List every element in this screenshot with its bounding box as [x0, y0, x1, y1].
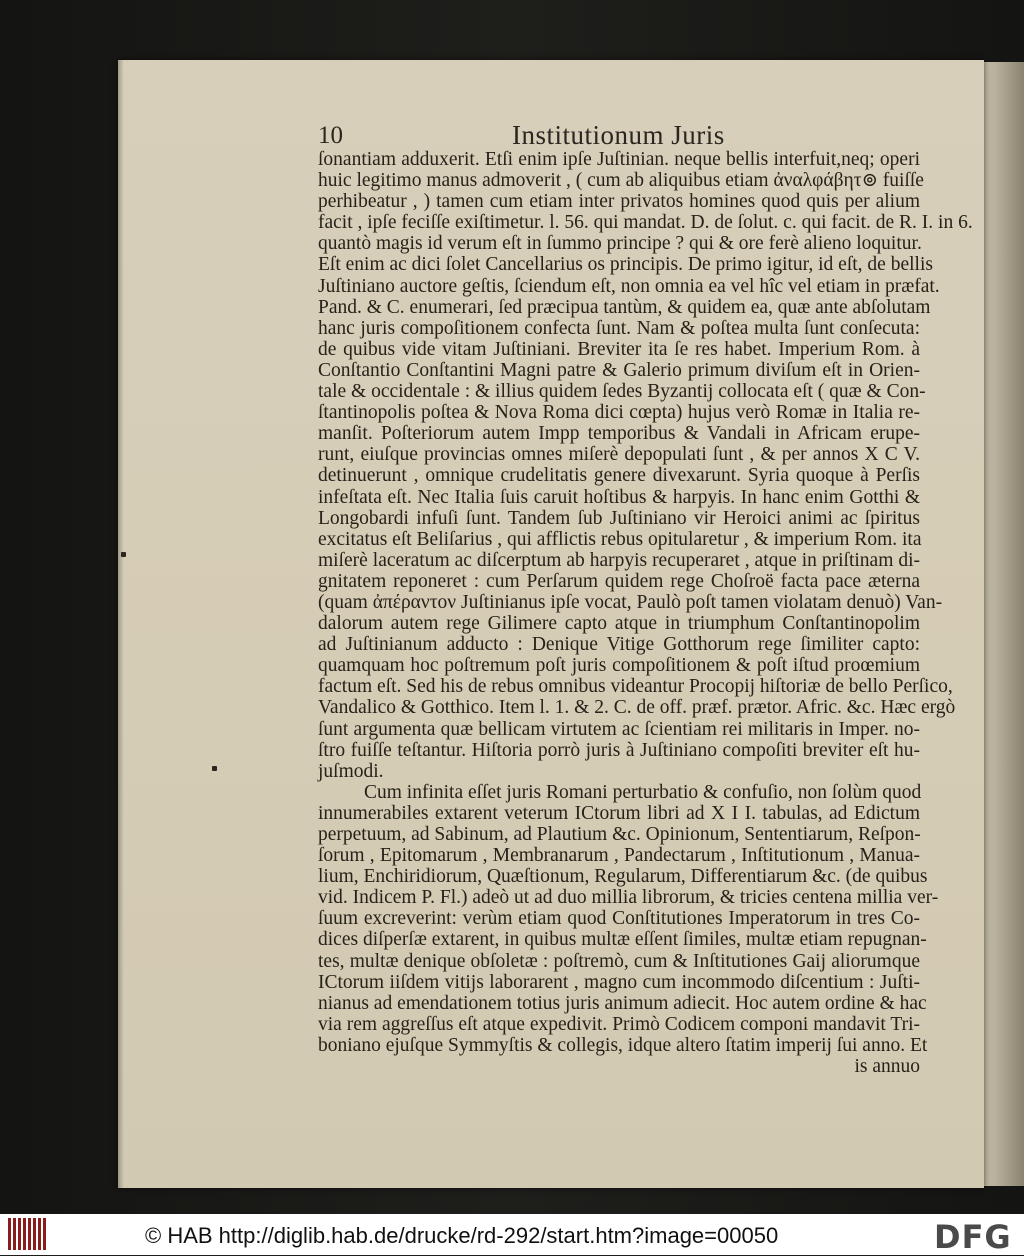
- text-line: ICtorum iiſdem vitijs laborarent , magno cum incommodo diſcentium : Juſti-: [318, 971, 920, 993]
- hab-logo-stripe: [8, 1218, 11, 1250]
- text-line: lium, Enchiridiorum, Quæſtionum, Regularum, Differentiarum &c. (de quibus: [318, 866, 928, 888]
- text-line: Vandalico & Gotthico. Item l. 1. & 2. C. de off. præf. prætor. Afric. &c. Hæc ergò: [318, 697, 956, 719]
- hab-logo-stripe: [33, 1218, 36, 1250]
- text-line: perhibeatur , ) tamen cum etiam inter privatos homines quod quis per alium: [318, 191, 920, 213]
- binding-mark: [121, 552, 126, 557]
- hab-logo-stripe: [23, 1218, 26, 1250]
- text-line: Cum infinita eſſet juris Romani perturbatio & confuſio, non ſolùm quod: [364, 781, 922, 803]
- text-line: quamquam hoc poſtremum poſt juris compoſitionem & poſt iſtud proœmium: [318, 655, 920, 677]
- text-line: ſonantiam adduxerit. Etſi enim ipſe Juſtinian. neque bellis interfuit,neq; operi: [318, 149, 920, 170]
- running-head: Institutionum Juris: [512, 120, 725, 150]
- text-line: runt, eiuſque provincias omnes miſerè depopulati ſunt , & per annos X C V.: [318, 444, 920, 466]
- hab-logo-stripe: [43, 1218, 46, 1250]
- text-line: de quibus vide vitam Juſtiniani. Breviter ita ſe res habet. Imperium Rom. à: [318, 338, 920, 360]
- text-line: dalorum autem rege Gilimere capto atque in triumphum Conſtantinopolim: [318, 613, 920, 635]
- text-line: nianus ad emendationem totius juris animum adiecit. Hoc autem ordine & hac: [318, 992, 927, 1014]
- margin-dot: [212, 766, 217, 771]
- text-line: boniano ejuſque Symmyſtis & collegis, idque altero ſtatim imperij ſui anno. Et: [318, 1034, 928, 1056]
- hab-logo-stripe: [13, 1218, 16, 1250]
- text-line: excitatus eſt Beliſarius , qui afflictis rebus opitularetur , & imperium Rom. ita: [318, 528, 922, 550]
- text-line: innumerabiles extarent veterum ICtorum libri ad X I I. tabulas, ad Edictum: [318, 802, 920, 824]
- body-text: [318, 149, 973, 1078]
- hab-logo-stripe: [18, 1218, 21, 1250]
- hab-logo-stripe: [38, 1218, 41, 1250]
- text-line: ſuum excreverint: verùm etiam quod Conſtitutiones Imperatorum in tres Co-: [318, 908, 920, 930]
- text-line: facit , ipſe feciſſe exiſtimetur. l. 56. qui mandat. D. de ſolut. c. qui facit. de R. I. in 6.: [318, 212, 973, 234]
- text-line: ſtro fuiſſe teſtantur. Hiſtoria porrò juris à Juſtiniano compoſiti breviter eſt hu-: [318, 739, 920, 761]
- text-line: miſerè laceratum ac diſcerptum ab harpyis recuperaret , atque in priſtinam di-: [318, 549, 920, 571]
- text-line: vid. Indicem P. Fl.) adeò ut ad duo millia librorum, & tricies centena millia ver-: [318, 887, 939, 909]
- text-line: ſunt argumenta quæ bellicam virtutem ac ſcientiam rei militaris in Imper. no-: [318, 718, 920, 740]
- text-line: gnitatem reponeret : cum Perſarum quidem rege Choſroë facta pace æterna: [318, 570, 920, 592]
- copyright-credit: © HAB http://diglib.hab.de/drucke/rd-292/start.htm?image=00050: [145, 1223, 779, 1248]
- text-line: ad Juſtinianum adducto : Denique Vitige Gotthorum rege ſimiliter capto:: [318, 634, 920, 656]
- text-line: infeſtata eſt. Nec Italia ſuis caruit hoſtibus & harpyis. In hanc enim Gotthi &: [318, 486, 920, 508]
- text-line: perpetuum, ad Sabinum, ad Plautium &c. Opinionum, Sententiarum, Reſpon-: [318, 824, 921, 845]
- text-line: Pand. & C. enumerari, ſed præcipua tantùm, & quidem ea, quæ ante abſolutam: [318, 296, 931, 318]
- text-line: Longobardi infuſi ſunt. Tandem ſub Juſtiniano vir Heroici animi ac ſpiritus: [318, 507, 920, 529]
- text-line: huic legitimo manus admoverit , ( cum ab aliquibus etiam ἀναλφάβητ⊚ fuiſſe: [318, 170, 924, 192]
- text-line: dices diſperſæ extarent, in quibus multæ eſſent ſimiles, multæ etiam repugnan-: [318, 929, 927, 951]
- text-line: manſit. Poſteriorum autem Impp temporibus & Vandali in Africam erupe-: [318, 423, 920, 445]
- dfg-logo: DFG: [934, 1218, 1012, 1256]
- text-line: ſorum , Epitomarum , Membranarum , Pandectarum , Inſtitutionum , Manua-: [318, 845, 920, 867]
- text-line: quantò magis id verum eſt in ſummo principe ? qui & ore ferè alieno loquitur.: [318, 233, 922, 255]
- page-number: 10: [318, 122, 343, 149]
- text-line: Eſt enim ac dici ſolet Cancellarius os principis. De primo igitur, id eſt, de bellis: [318, 254, 933, 276]
- text-line: juſmodi.: [318, 760, 384, 782]
- text-line: Juſtiniano auctore geſtis, ſciendum eſt, non omnia ea vel hîc vel etiam in præfat.: [318, 275, 940, 297]
- text-line: tale & occidentale : & illius quidem ſedes Byzantij collocata eſt ( quæ & Con-: [318, 381, 926, 403]
- text-line: detinuerunt , omnique crudelitatis genere divexarunt. Syria quoque à Perſis: [318, 465, 920, 487]
- text-line: hanc juris compoſitionem confecta ſunt. Nam & poſtea multa ſunt conſecuta:: [318, 317, 920, 339]
- text-line: Conſtantio Conſtantini Magni patre & Galerio primum diviſum eſt in Orien-: [318, 359, 920, 381]
- text-line: is annuo: [854, 1056, 920, 1078]
- hab-logo: [8, 1218, 48, 1250]
- text-line: ſtantinopolis poſtea & Nova Roma dici cœpta) hujus verò Romæ in Italia re-: [318, 402, 920, 424]
- page-shadow: [118, 60, 124, 1188]
- text-line: (quam ἀπέραντον Juſtinianus ipſe vocat, Paulò poſt tamen violatam denuò) Van-: [318, 591, 943, 613]
- text-line: tes, multæ denique obſoletæ : poſtremò, cum & Inſtitutiones Gaij aliorumque: [318, 950, 920, 972]
- text-line: via rem aggreſſus eſt atque expedivit. Primò Codicem componi mandavit Tri-: [318, 1013, 920, 1035]
- text-line: factum eſt. Sed his de rebus omnibus videantur Procopij hiſtoriæ de bello Perſico,: [318, 676, 953, 698]
- hab-logo-stripe: [28, 1218, 31, 1250]
